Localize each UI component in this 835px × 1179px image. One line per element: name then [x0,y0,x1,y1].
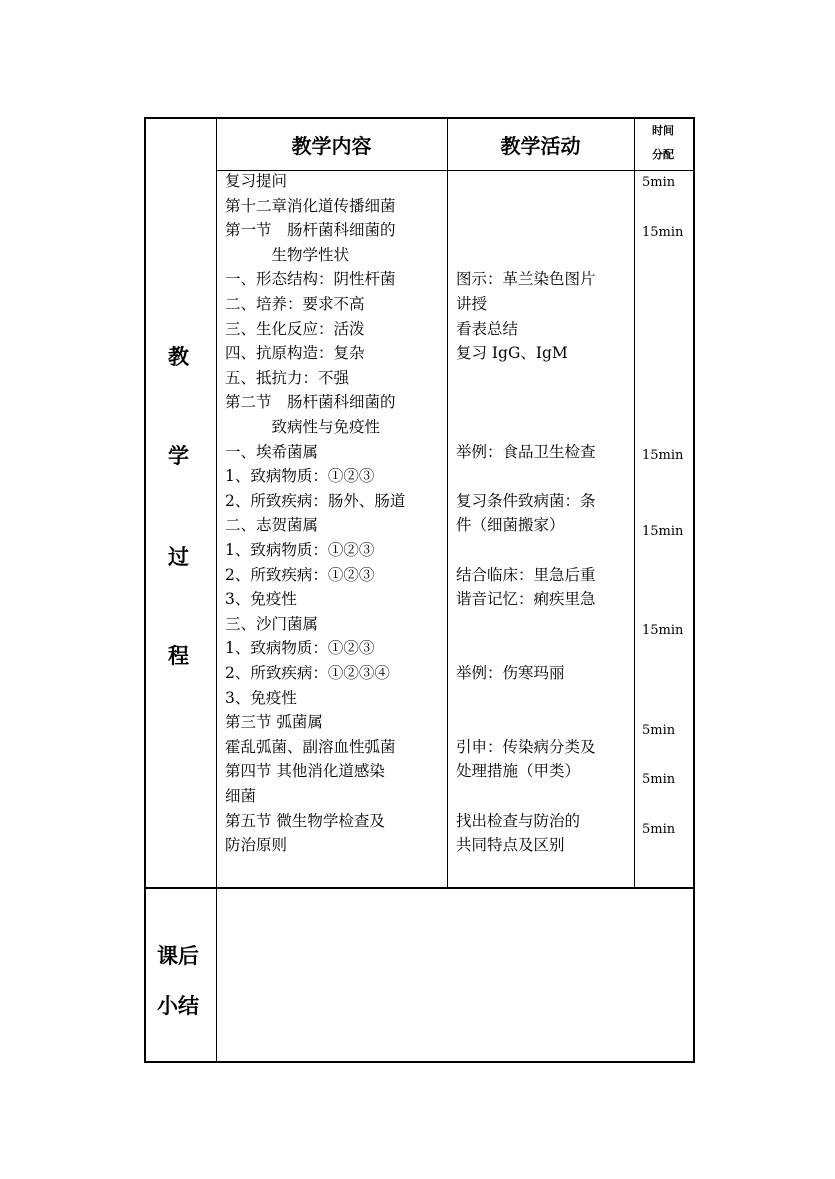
divider-summary [144,887,695,889]
time-entry: 5min [642,772,676,787]
header-activity: 教学活动 [500,134,581,158]
content-line: 1、致病物质：①②③ [225,639,375,658]
time-entry: 15min [642,623,684,638]
content-line: 霍乱弧菌、副溶血性弧菌 [225,737,396,756]
activity-line: 复习 IgG、IgM [456,344,568,363]
content-line: 第三节 弧菌属 [225,713,323,732]
activity-line: 图示：革兰染色图片 [456,270,596,289]
content-line: 1、致病物质：①②③ [225,541,375,559]
activity-line: 讲授 [456,295,488,313]
time-entry: 15min [642,225,684,240]
content-line: 第四节 其他消化道感染 [225,762,385,781]
time-entry: 5min [642,822,676,837]
activity-line: 举例：食品卫生检查 [456,442,596,461]
content-line: 第一节 肠杆菌科细菌的 [225,221,396,240]
label-jiao: 教 [168,345,189,369]
content-line: 四、抗原构造：复杂 [225,344,365,363]
content-line: 3、免疫性 [225,590,297,609]
content-line: 复习提问 [225,172,288,190]
activity-line: 谐音记忆：痢疾里急 [456,590,596,609]
activity-line: 举例：伤寒玛丽 [456,664,565,682]
divider-content-activity [447,117,448,887]
activity-line: 引申：传染病分类及 [456,737,596,756]
activity-line: 处理措施（甲类） [456,762,581,781]
content-line: 五、抵抗力：不强 [225,368,350,387]
content-line: 第十二章消化道传播细菌 [225,196,396,215]
content-line: 第二节 肠杆菌科细菌的 [225,393,396,412]
divider-activity-time [634,117,635,887]
label-xue: 学 [168,444,189,468]
label-summary-line2: 小结 [157,994,199,1018]
divider-header [216,170,695,171]
time-entry: 15min [642,524,684,539]
content-line: 2、所致疾病：①②③④ [225,664,390,682]
activity-line: 复习条件致病菌：条 [456,491,596,510]
divider-left-column [216,117,217,1063]
time-entry: 15min [642,448,684,463]
content-line: 2、所致疾病：肠外、肠道 [225,491,406,510]
header-content: 教学内容 [291,134,372,158]
content-line: 细菌 [225,787,257,805]
content-line: 三、沙门菌属 [225,614,319,633]
content-line: 防治原则 [225,836,288,855]
activity-line: 看表总结 [456,319,519,338]
time-entry: 5min [642,175,676,190]
activity-line: 件（细菌搬家） [456,516,565,535]
label-cheng: 程 [168,644,189,668]
activity-line: 找出检查与防治的 [456,811,581,830]
content-line: 1、致病物质：①②③ [225,467,375,486]
content-line: 2、所致疾病：①②③ [225,565,375,584]
content-line: 二、志贺菌属 [225,516,319,535]
content-line: 生物学性状 [225,245,350,264]
content-line: 三、生化反应：活泼 [225,319,365,338]
content-line: 3、免疫性 [225,688,297,707]
header-time-line2: 分配 [652,148,674,161]
label-guo: 过 [168,545,189,569]
content-line: 二、培养：要求不高 [225,295,365,313]
content-line: 第五节 微生物学检查及 [225,811,385,830]
time-entry: 5min [642,723,676,738]
content-line: 一、埃希菌属 [225,442,319,461]
header-time-line1: 时间 [652,124,674,137]
activity-line: 结合临床：里急后重 [456,565,596,584]
activity-line: 共同特点及区别 [456,836,565,855]
content-line: 致病性与免疫性 [225,418,381,436]
content-line: 一、形态结构：阴性杆菌 [225,270,396,289]
label-summary-line1: 课后 [157,944,199,968]
